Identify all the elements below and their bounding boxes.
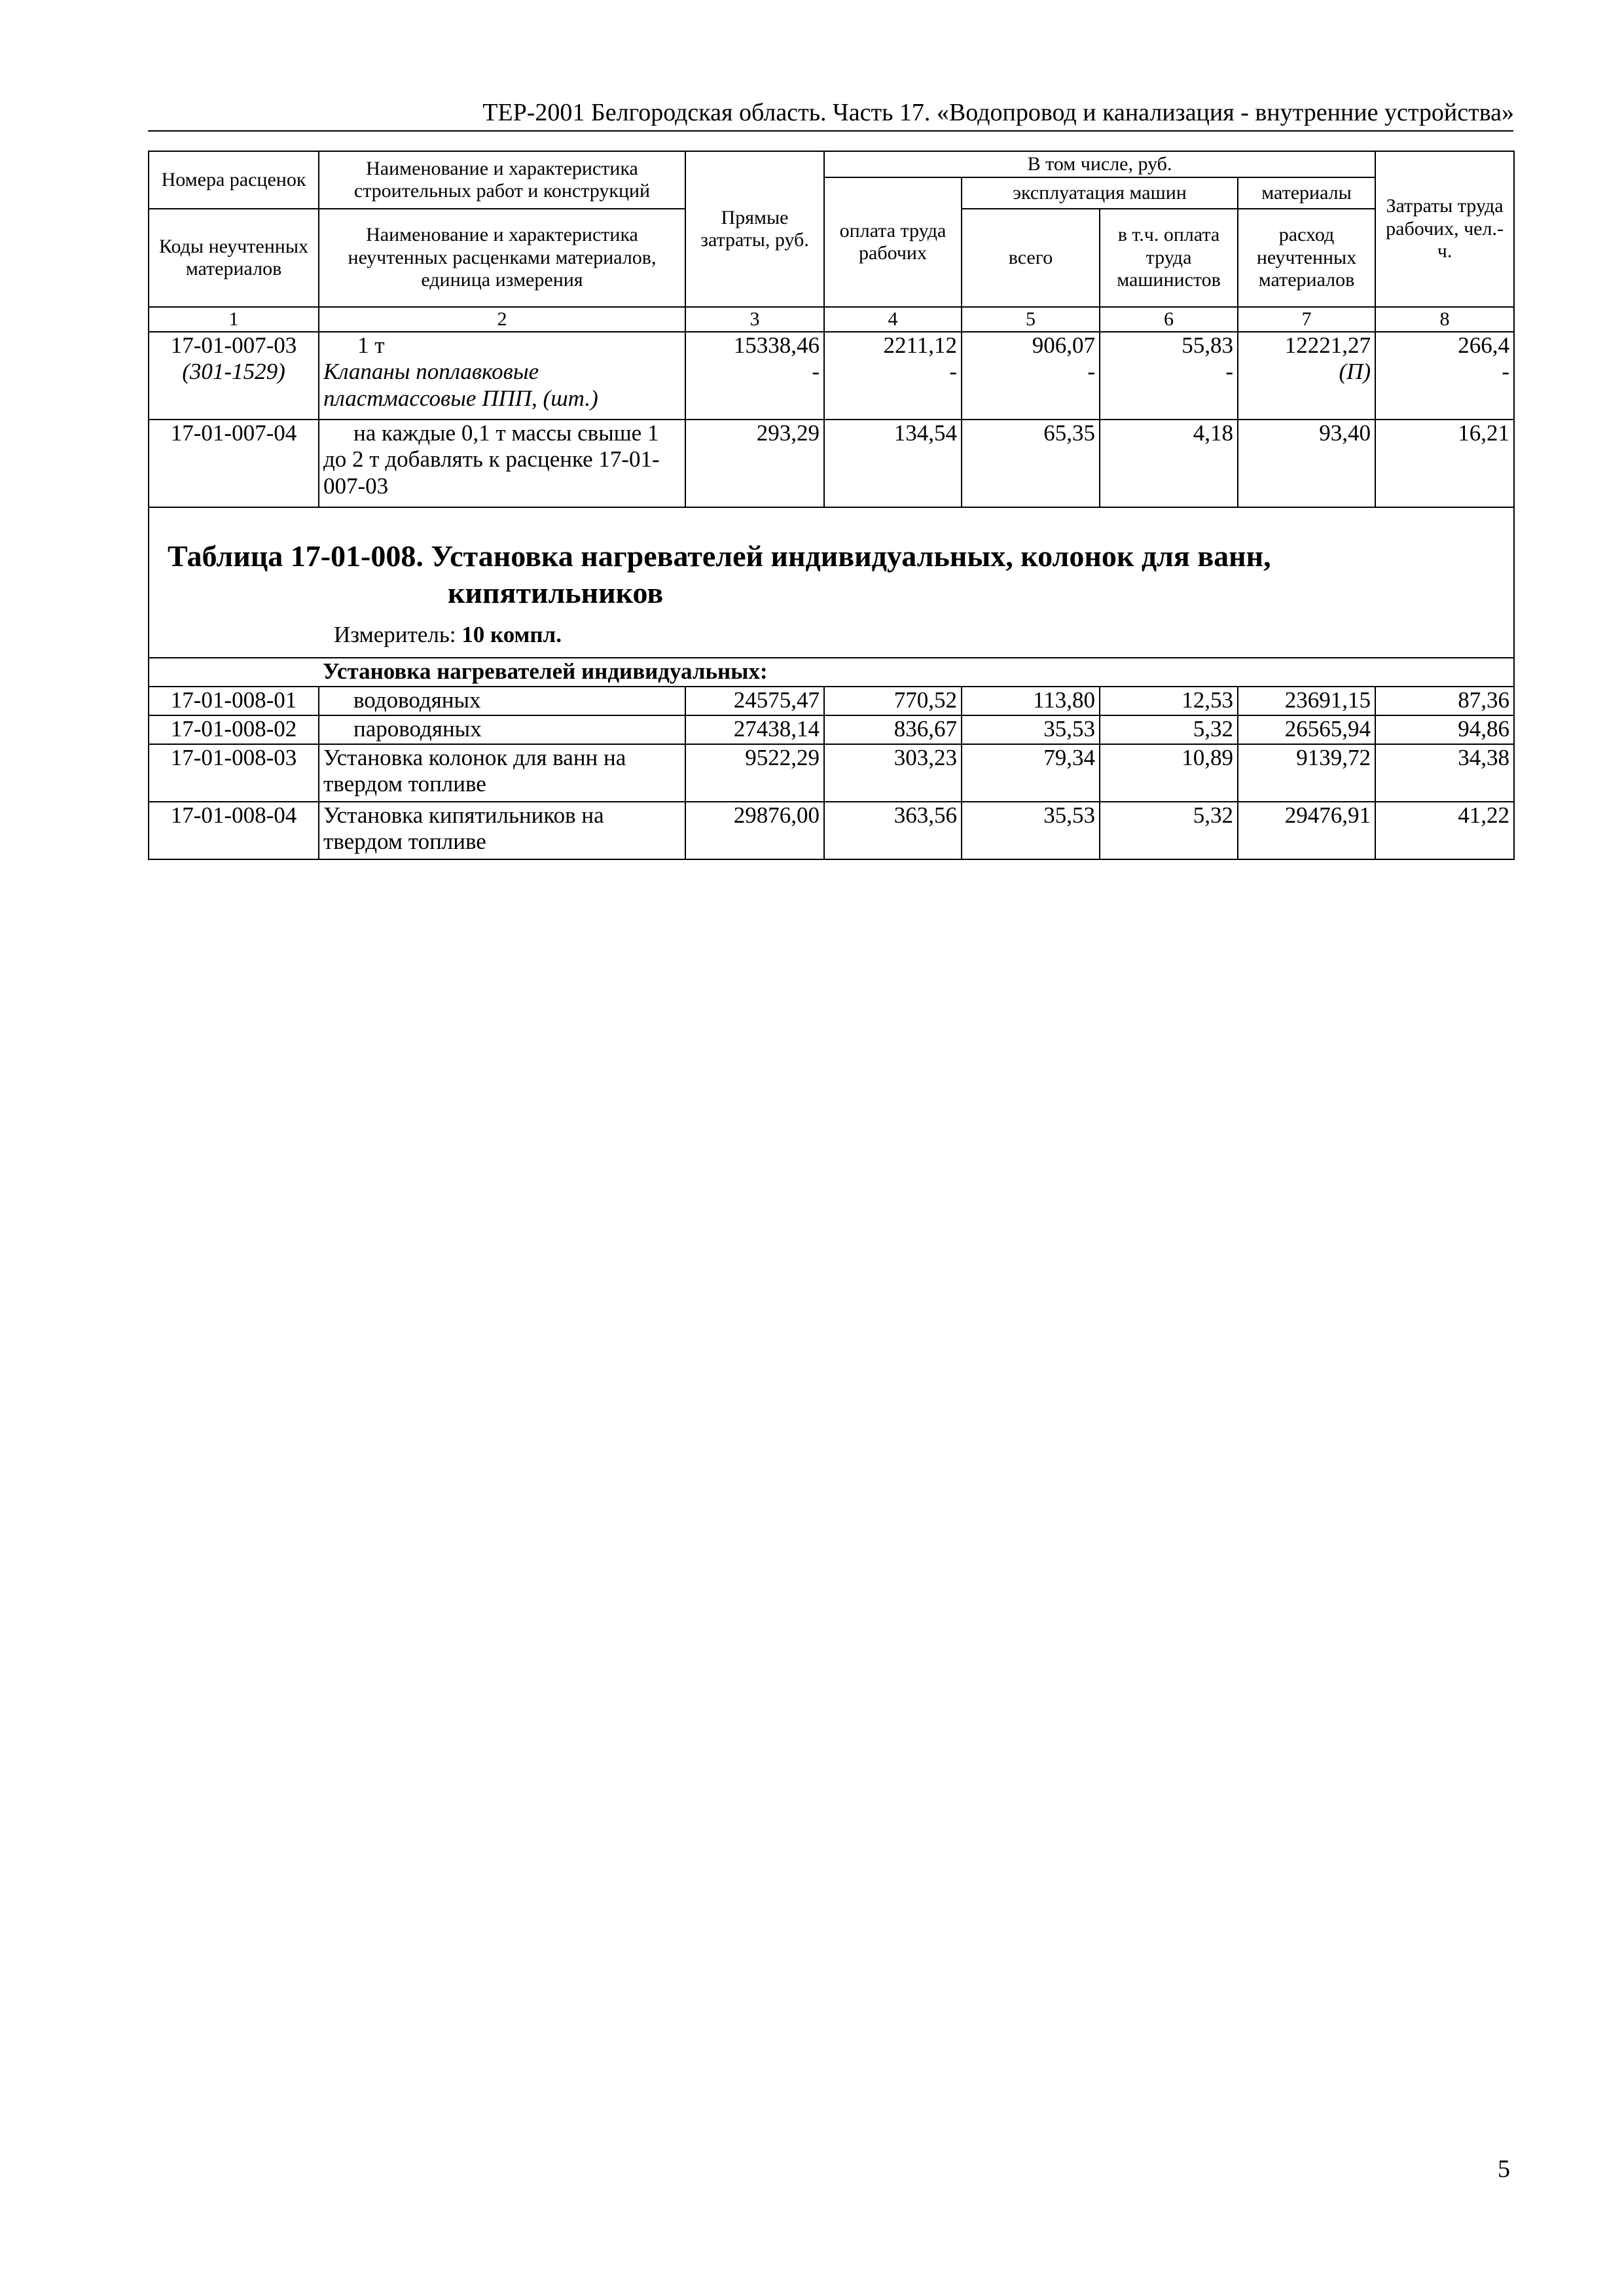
operator-pay-value: 55,83 [1182, 332, 1233, 358]
labor-cost-header: Затраты труда рабочих, чел.-ч. [1375, 151, 1514, 307]
machines-cell: 65,35 [962, 420, 1100, 507]
rate-code-cell: 17-01-008-02 [149, 715, 319, 744]
direct-costs-cell: 9522,29 [685, 744, 824, 802]
labor-cost-cell: 34,38 [1375, 744, 1514, 802]
table-row [149, 802, 1514, 859]
dash-mark: - [1225, 359, 1233, 385]
column-number: 2 [319, 307, 685, 332]
material-name: Клапаны поплавковые пластмассовые ППП, (шт.) [323, 359, 598, 411]
materials-cell: 23691,15 [1238, 687, 1375, 715]
operator-pay-cell [1100, 332, 1238, 420]
materials-cell [1238, 332, 1375, 420]
table-row [149, 687, 1514, 715]
rate-code-cell: 17-01-008-03 [149, 744, 319, 802]
measure-label: Измеритель: [334, 622, 456, 648]
direct-costs-cell: 27438,14 [685, 715, 824, 744]
materials-value: 12221,27 [1284, 332, 1371, 358]
direct-costs-cell: 24575,47 [685, 687, 824, 715]
dash-mark: - [1502, 359, 1510, 385]
machines-cell: 79,34 [962, 744, 1100, 802]
rate-name-cell: водоводяных [319, 687, 685, 715]
section-title-line1: Таблица 17-01-008. Установка нагревателей индивидуальных, колонок для ванн, [168, 539, 1271, 573]
table-row [149, 332, 1514, 420]
labor-cost-cell: 87,36 [1375, 687, 1514, 715]
column-number: 3 [685, 307, 824, 332]
rate-name-cell: Установка кипятильников на твердом топливе [319, 802, 685, 859]
column-numbers-row [149, 307, 1514, 332]
labor-pay-cell [824, 332, 962, 420]
direct-costs-cell: 29876,00 [685, 802, 824, 859]
dash-mark: - [812, 359, 820, 385]
rate-name-cell: пароводяных [319, 715, 685, 744]
dash-mark: - [1087, 359, 1095, 385]
dash-mark: - [949, 359, 957, 385]
labor-cost-cell: 41,22 [1375, 802, 1514, 859]
machines-cell [962, 332, 1100, 420]
machines-cell: 113,80 [962, 687, 1100, 715]
rates-table [148, 151, 1515, 860]
operator-pay-cell: 4,18 [1100, 420, 1238, 507]
column-number: 4 [824, 307, 962, 332]
labor-pay-cell: 134,54 [824, 420, 962, 507]
material-mark: (П) [1339, 359, 1371, 385]
rate-code-cell: 17-01-008-04 [149, 802, 319, 859]
materials-cell: 9139,72 [1238, 744, 1375, 802]
machines-total-header: всего [962, 209, 1100, 307]
materials-cell: 26565,94 [1238, 715, 1375, 744]
rate-name: на каждые 0,1 т массы свыше 1 до 2 т добавлять к расценке 17-01-007-03 [323, 420, 660, 499]
rate-name-cell: Установка колонок для ванн на твердом топливе [319, 744, 685, 802]
column-number: 7 [1238, 307, 1375, 332]
machines-value: 906,07 [1032, 332, 1095, 358]
including-header: В том числе, руб. [824, 151, 1375, 177]
column-number: 5 [962, 307, 1100, 332]
table-row [149, 420, 1514, 507]
labor-pay-cell: 836,67 [824, 715, 962, 744]
rate-code-cell [149, 332, 319, 420]
col2-bottom-header: Наименование и характеристика неучтенных расценками материалов, единица измерения [319, 209, 685, 307]
col1-top-header: Номера расценок [149, 151, 319, 209]
materials-cell: 29476,91 [1238, 802, 1375, 859]
group-title: Установка нагревателей индивидуальных: [319, 658, 1514, 687]
machines-cell: 35,53 [962, 715, 1100, 744]
rate-code: 17-01-007-03 [170, 332, 297, 358]
direct-costs-cell: 293,29 [685, 420, 824, 507]
materials-header: материалы [1238, 177, 1375, 209]
section-title-line2: кипятильников [448, 576, 664, 610]
labor-pay-header: оплата труда рабочих [824, 177, 962, 307]
table-header-row [149, 151, 1514, 177]
labor-cost-value: 266,4 [1458, 332, 1510, 358]
labor-pay-cell: 303,23 [824, 744, 962, 802]
labor-pay-cell: 770,52 [824, 687, 962, 715]
section-title [149, 508, 1513, 611]
rate-name: 1 т [357, 332, 385, 358]
labor-cost-cell: 16,21 [1375, 420, 1514, 507]
rate-name-cell [319, 332, 685, 420]
table-row [149, 715, 1514, 744]
measure-value: 10 компл. [461, 622, 562, 648]
page-number: 5 [1498, 2155, 1510, 2183]
page-header-title: ТЕР-2001 Белгородская область. Часть 17. «Водопровод и канализация - внутренние устройства» [482, 99, 1514, 126]
header-divider [148, 130, 1513, 132]
column-number: 6 [1100, 307, 1238, 332]
rate-code-cell: 17-01-008-01 [149, 687, 319, 715]
machines-header: эксплуатация машин [962, 177, 1238, 209]
direct-costs-value: 15338,46 [733, 332, 820, 358]
section-heading-cell [149, 507, 1514, 658]
measure-line [149, 611, 1513, 655]
rate-name-cell [319, 420, 685, 507]
labor-pay-value: 2211,12 [883, 332, 957, 358]
column-number: 8 [1375, 307, 1514, 332]
col1-bottom-header: Коды неучтенных материалов [149, 209, 319, 307]
unaccounted-materials-header: расход неучтенных материалов [1238, 209, 1375, 307]
labor-cost-cell: 94,86 [1375, 715, 1514, 744]
operator-pay-cell: 12,53 [1100, 687, 1238, 715]
rate-code-cell: 17-01-007-04 [149, 420, 319, 507]
col2-top-header: Наименование и характеристика строительных работ и конструкций [319, 151, 685, 209]
direct-costs-cell [685, 332, 824, 420]
operator-pay-cell: 5,32 [1100, 715, 1238, 744]
machines-operator-pay-header: в т.ч. оплата труда машинистов [1100, 209, 1238, 307]
operator-pay-cell: 5,32 [1100, 802, 1238, 859]
table-row [149, 744, 1514, 802]
labor-cost-cell [1375, 332, 1514, 420]
group-heading-spacer [149, 658, 319, 687]
operator-pay-cell: 10,89 [1100, 744, 1238, 802]
labor-pay-cell: 363,56 [824, 802, 962, 859]
column-number: 1 [149, 307, 319, 332]
machines-cell: 35,53 [962, 802, 1100, 859]
direct-costs-header: Прямые затраты, руб. [685, 151, 824, 307]
materials-cell: 93,40 [1238, 420, 1375, 507]
material-code: (301-1529) [182, 359, 285, 385]
section-heading-row [149, 507, 1514, 658]
group-heading-row [149, 658, 1514, 687]
